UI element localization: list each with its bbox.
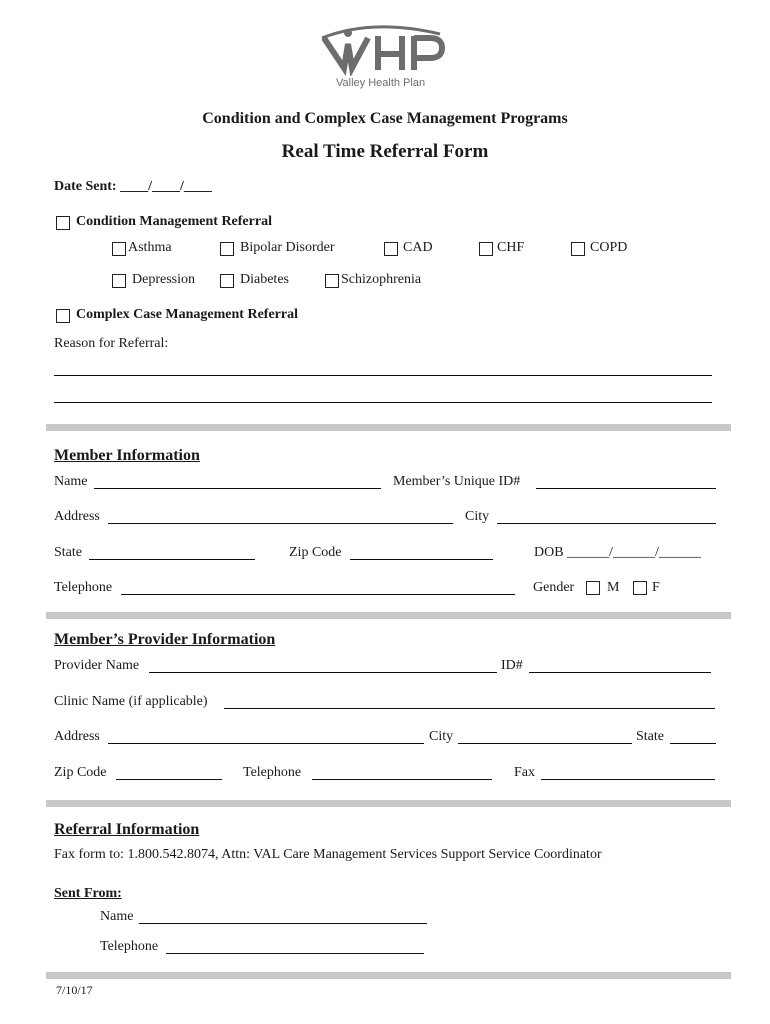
sender-name-field[interactable]: [139, 923, 427, 924]
section-divider: [46, 612, 731, 619]
provider-name-label: Provider Name: [54, 658, 140, 673]
date-sent-label: Date Sent:: [54, 179, 121, 194]
provider-heading: Member’s Provider Information: [54, 631, 276, 648]
depression-checkbox[interactable]: [112, 274, 126, 288]
provider-zip-field[interactable]: [116, 779, 222, 780]
provider-city-label: City: [429, 729, 454, 744]
reason-label: Reason for Referral:: [54, 336, 169, 351]
gender-f-label: F: [652, 580, 660, 595]
member-state-field[interactable]: [89, 559, 255, 560]
provider-city-field[interactable]: [458, 743, 632, 744]
member-telephone-label: Telephone: [54, 580, 113, 595]
bipolar-label: Bipolar Disorder: [240, 240, 335, 255]
condition-label: Condition Management Referral: [76, 214, 272, 229]
footer-date: 7/10/17: [56, 983, 93, 997]
provider-zip-label: Zip Code: [54, 765, 107, 780]
sent-from-label: Sent From:: [54, 886, 122, 901]
cad-label: CAD: [403, 240, 433, 255]
logo-tagline: Valley Health Plan: [336, 77, 426, 89]
date-sent-field[interactable]: ____/____/____: [120, 179, 212, 194]
chf-checkbox[interactable]: [479, 242, 493, 256]
provider-fax-field[interactable]: [541, 779, 715, 780]
schizophrenia-checkbox[interactable]: [325, 274, 339, 288]
member-telephone-field[interactable]: [121, 594, 515, 595]
footer-divider: [46, 972, 731, 979]
provider-state-label: State: [636, 729, 664, 744]
member-name-field[interactable]: [94, 488, 381, 489]
sender-name-label: Name: [100, 909, 134, 924]
gender-m-checkbox[interactable]: [586, 581, 600, 595]
bipolar-checkbox[interactable]: [220, 242, 234, 256]
asthma-checkbox[interactable]: [112, 242, 126, 256]
sender-telephone-label: Telephone: [100, 939, 159, 954]
provider-fax-label: Fax: [514, 765, 535, 780]
member-zip-label: Zip Code: [289, 545, 342, 560]
condition-checkbox[interactable]: [56, 216, 70, 230]
chf-label: CHF: [497, 240, 525, 255]
gender-m-label: M: [607, 580, 620, 595]
provider-state-field[interactable]: [670, 743, 716, 744]
vhp-logo-mark: [318, 24, 453, 76]
depression-label: Depression: [132, 272, 195, 287]
member-address-label: Address: [54, 509, 100, 524]
provider-id-label: ID#: [501, 658, 523, 673]
schizophrenia-label: Schizophrenia: [341, 272, 422, 287]
provider-id-field[interactable]: [529, 672, 711, 673]
member-address-field[interactable]: [108, 523, 453, 524]
date-sent: [54, 179, 212, 195]
provider-address-label: Address: [54, 729, 100, 744]
section-divider: [46, 800, 731, 807]
member-zip-field[interactable]: [350, 559, 493, 560]
provider-telephone-field[interactable]: [312, 779, 492, 780]
complex-label: Complex Case Management Referral: [76, 307, 298, 322]
clinic-name-label: Clinic Name (if applicable): [54, 694, 208, 709]
section-divider: [46, 424, 731, 431]
sender-telephone-field[interactable]: [166, 953, 424, 954]
reason-line-1[interactable]: [54, 375, 712, 376]
provider-name-field[interactable]: [149, 672, 497, 673]
gender-f-checkbox[interactable]: [633, 581, 647, 595]
referral-heading: Referral Information: [54, 821, 200, 838]
asthma-label: Asthma: [128, 240, 172, 255]
member-gender-label: Gender: [533, 580, 575, 595]
diabetes-label: Diabetes: [240, 272, 289, 287]
diabetes-checkbox[interactable]: [220, 274, 234, 288]
member-id-label: Member’s Unique ID#: [393, 474, 521, 489]
member-heading: Member Information: [54, 447, 200, 464]
member-state-label: State: [54, 545, 82, 560]
reason-line-2[interactable]: [54, 402, 712, 403]
logo: [318, 24, 453, 94]
clinic-name-field[interactable]: [224, 708, 715, 709]
provider-address-field[interactable]: [108, 743, 424, 744]
copd-checkbox[interactable]: [571, 242, 585, 256]
provider-telephone-label: Telephone: [243, 765, 302, 780]
member-id-field[interactable]: [536, 488, 716, 489]
form-title: Condition and Complex Case Management Programs: [202, 110, 568, 127]
member-city-field[interactable]: [497, 523, 716, 524]
member-city-label: City: [465, 509, 490, 524]
fax-instructions: Fax form to: 1.800.542.8074, Attn: VAL Care Management Services Support Service Coordinator: [54, 847, 602, 862]
member-name-label: Name: [54, 474, 88, 489]
form-subtitle: Real Time Referral Form: [281, 141, 489, 162]
copd-label: COPD: [590, 240, 628, 255]
cad-checkbox[interactable]: [384, 242, 398, 256]
member-dob-field[interactable]: DOB ______/______/______: [534, 545, 701, 560]
complex-checkbox[interactable]: [56, 309, 70, 323]
